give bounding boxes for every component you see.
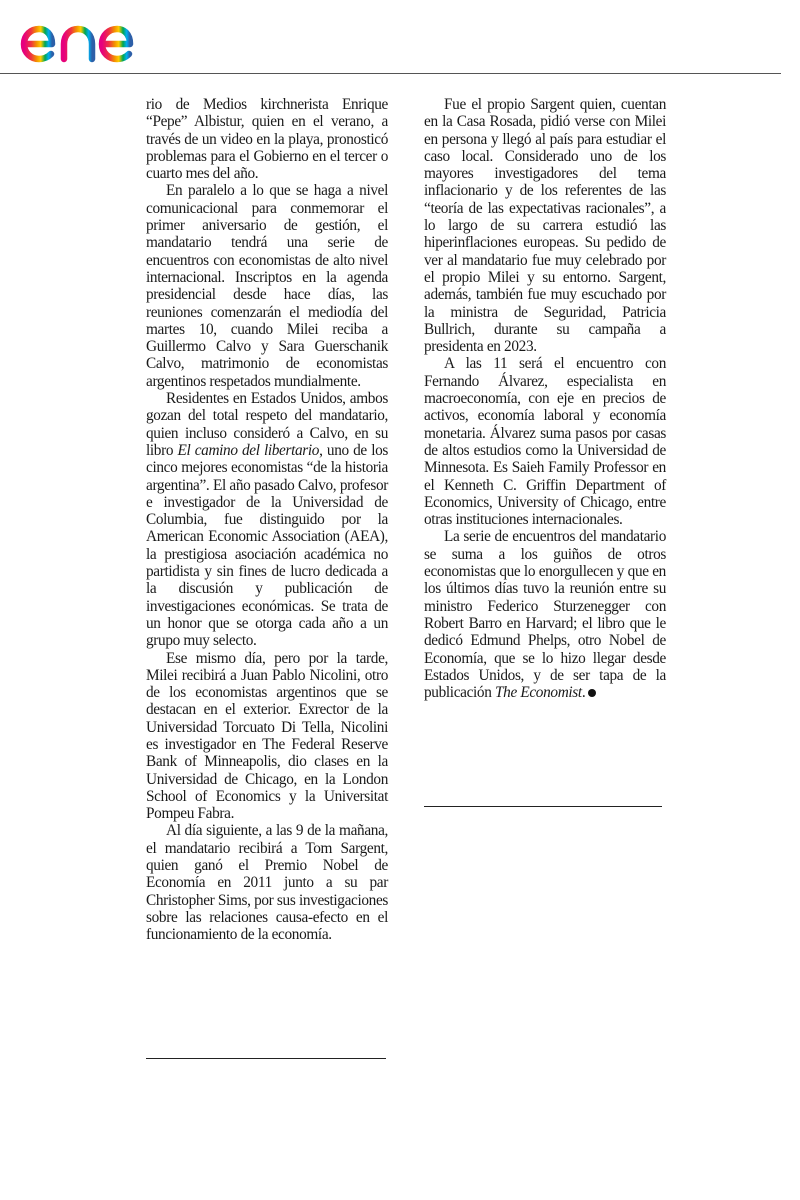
- article-paragraph: La serie de encuentros del mandatario se suma a los guiños de otros economistas que lo enorgullecen y que en los últimos días tuvo la reunión entre su ministro Federico Sturzenegger con Robert Barro en Harvard; el libro que le dedicó Edmund Phelps, otro Nobel de Economía, que se lo hizo llegar desde Estados Unidos, y de ser tapa de la publicación The Economist.: [424, 528, 666, 702]
- header-rule: [0, 73, 781, 74]
- article-paragraph: Ese mismo día, pero por la tarde, Milei recibirá a Juan Pablo Nicolini, otro de los economistas argentinos que se destacan en el exterior. Exrector de la Universidad Torcuato Di Tella, Nicolini es investigador en The Federal Reserve Bank of Minneapolis, dio clases en la Universidad de Chicago, en la London School of Economics y la Universitat Pompeu Fabra.: [146, 649, 388, 823]
- column-end-rule: [424, 806, 662, 807]
- book-title: El camino del libertario: [177, 441, 320, 459]
- article-column-right: [424, 96, 666, 701]
- enel-logo: [18, 8, 178, 68]
- column-end-rule: [146, 1058, 386, 1059]
- end-of-article-dot-icon: [588, 689, 596, 697]
- article-paragraph: A las 11 será el encuentro con Fernando Álvarez, especialista en macroeconomía, con eje en precios de activos, economía laboral y economía monetaria. Álvarez suma pasos por casas de altos estudios como la Universidad de Minnesota. Es Saieh Family Professor en el Kenneth C. Griffin Department of Economics, University of Chicago, entre otras instituciones internacionales.: [424, 355, 666, 529]
- article-paragraph: Fue el propio Sargent quien, cuentan en la Casa Rosada, pidió verse con Milei en persona y llegó al país para estudiar el caso local. Considerado uno de los mayores investigadores del tema inflacionario y de los referentes de las “teoría de las expectativas racionales”, a lo largo de su carrera estudió las hiperinflaciones europeas. Su pedido de ver al mandatario fue muy celebrado por el propio Milei y su entorno. Sargent, además, también fue muy escuchado por la ministra de Seguridad, Patricia Bullrich, durante su campaña a presidenta en 2023.: [424, 96, 666, 356]
- article-paragraph: rio de Medios kirchnerista Enrique “Pepe” Albistur, quien en el verano, a través de un video en la playa, pronosticó problemas para el Gobierno en el tercer o cuarto mes del año.: [146, 96, 388, 183]
- article-column-left: [146, 96, 388, 944]
- article-paragraph: Al día siguiente, a las 9 de la mañana, el mandatario recibirá a Tom Sargent, quien ganó el Premio Nobel de Economía en 2011 junto a su par Christopher Sims, por sus investigaciones sobre las relaciones causa-efecto en el funcionamiento de la economía.: [146, 822, 388, 944]
- article-paragraph: Residentes en Estados Unidos, ambos gozan del total respeto del mandatario, quien incluso consideró a Calvo, en su libro El camino del libertario, uno de los cinco mejores economistas “de la historia argentina”. El año pasado Calvo, profesor e investigador de la Universidad de Columbia, fue distinguido por la American Economic Association (AEA), la prestigiosa asociación académica no partidista y sin fines de lucro dedicada a la discusión y publicación de investigaciones económicas. Se trata de un honor que se otorga cada año a un grupo muy selecto.: [146, 390, 388, 650]
- publication-title: The Economist: [495, 684, 582, 702]
- article-paragraph: En paralelo a lo que se haga a nivel comunicacional para conmemorar el primer aniversario de gestión, el mandatario tendrá una serie de encuentros con economistas de alto nivel internacional. Inscriptos en la agenda presidencial desde hace días, las reuniones comenzarán el mediodía del martes 10, cuando Milei reciba a Guillermo Calvo y Sara Guerschanik Calvo, matrimonio de economistas argentinos respetados mundialmente.: [146, 182, 388, 390]
